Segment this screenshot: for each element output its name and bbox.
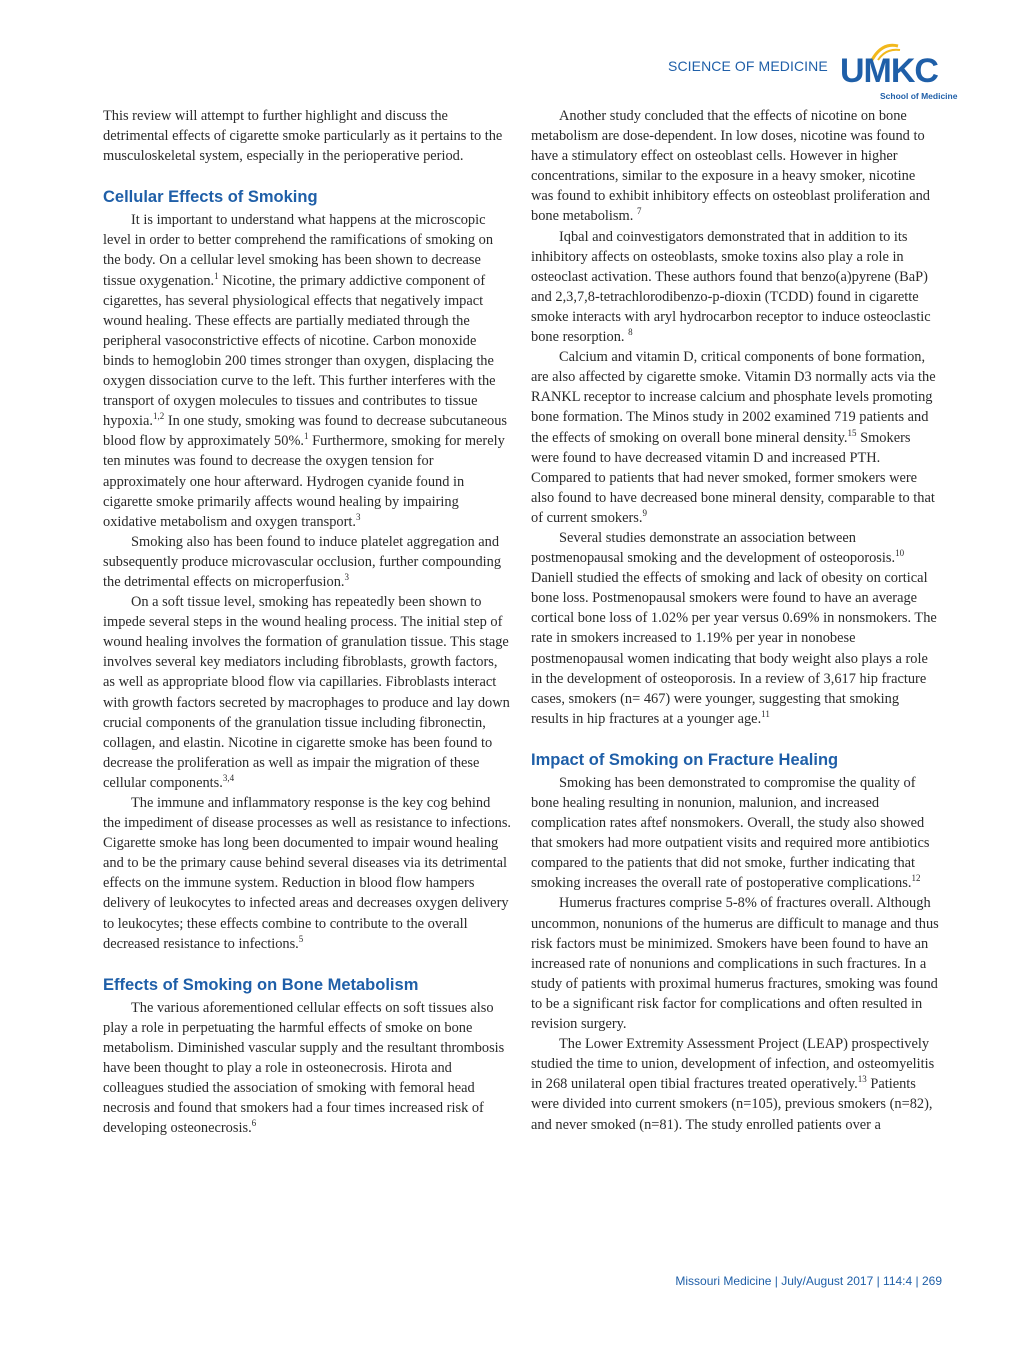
left-column [103,106,511,1138]
heading-bone-metabolism: Effects of Smoking on Bone Metabolism [103,975,419,994]
paragraph-bone-5: Several studies demonstrate an association between postmenopausal smoking and the development of osteoporosis.$^{10}$ Daniell studied the effects of smoking and lack of obesity on cortical bone loss. Postmenopausal smokers were found to have an average cortical bone loss of 1.02% per year versus 0.69% in nonsmokers. The rate in smokers increased to 1.19% per year in nonobese postmenopausal women indicating that body weight also plays a role in the development of osteoporosis. In a review of 3,617 hip fracture cases, smokers (n= 467) were younger, suggesting that smoking results in hip fractures at a younger age.$^{11}$ [531,529,937,727]
paragraph-cellular-3: On a soft tissue level, smoking has repeatedly been shown to impede several steps in the wound healing process. The initial step of wound healing involves the formation of granulation tissue. This stage involves several key mediators including fibroblasts, growth factors, as well as appropriate blood flow via capillaries. Fibroblasts interact with growth factors secreted by macrophages to produce and lay down crucial components of the granulation tissue including fibronectin, collagen, and elastin. Nicotine in cigarette smoke has been found to decrease the proliferation as well as impair the migration of these cellular components.$^{3,4}$ [103,594,510,791]
paragraph-cellular-1: It is important to understand what happens at the microscopic level in order to better comprehend the ramifications of smoking on the body. On a cellular level smoking has been shown to decrease tissue oxygenation.$^1$ Nicotine, the primary addictive component of cigarettes, has several physiological effects that negatively impact wound healing. These effects are partially mediated through the peripheral vasoconstrictive effects of nicotine. Carbon monoxide binds to hemoglobin 200 times stronger than oxygen, displacing the oxygen dissociation curve to the left. This further interferes with the transport of oxygen molecules to tissues and contributes to tissue hypoxia.$^{1,2}$ In one study, smoking was found to decrease subcutaneous blood flow by approximately 50%.$^1$ Furthermore, smoking for merely ten minutes was found to decrease the oxygen tension for approximately one hour afterward. Hydrogen cyanide found in cigarette smoke primarily affects wound healing by impairing oxidative metabolism and oxygen transport.$^3$ [103,212,507,530]
intro-paragraph: This review will attempt to further highlight and discuss the detrimental effects of cigarette smoke particularly as it pertains to the musculoskeletal system, especially in the perioperative period. [103,108,503,165]
page-footer-citation: Missouri Medicine | July/August 2017 | 114:4 | 269 [675,1274,942,1288]
paragraph-bone-2: Another study concluded that the effects of nicotine on bone metabolism are dose-dependent. In low doses, nicotine was found to have a stimulatory effect on osteoblast cells. However in higher concentrations, similar to the exposure in a heavy smoker, nicotine was found to exhibit inhibitory effects on osteoblast proliferation and bone metabolism. $^7$ [531,108,930,225]
logo-subtitle: School of Medicine [880,91,958,101]
paragraph-cellular-4: The immune and inflammatory response is the key cog behind the impediment of disease processes as well as resistance to infections. Cigarette smoke has long been documented to impair wound healing and to be the primary cause behind several diseases via its detrimental effects on the immune system. Reduction in blood flow hampers delivery of leukocytes to infected areas and decreases oxygen delivery to leukocytes; these effects combine to contribute to the overall decreased resistance to infections.$^5$ [103,795,512,952]
paragraph-bone-3: Iqbal and coinvestigators demonstrated that in addition to its inhibitory affects on osteoblasts, smoke toxins also play a role in osteoclast activation. These authors found that benzo(a)pyrene (BaP) and 2,3,7,8-tetrachlorodibenzo-p-dioxin (TCDD) found in cigarette smoke interacts with aryl hydrocarbon receptor to induce osteoclastic bone resorption. $^8$ [531,228,931,346]
logo-wordmark: UMKC [840,52,938,90]
paragraph-fracture-3: The Lower Extremity Assessment Project (LEAP) prospectively studied the time to union, development of infection, and osteomyelitis in 268 unilateral open tibial fractures treated operatively.$^{13}$ Patients were divided into current smokers (n=105), previous smokers (n=82), and never smoked (n=81). The study enrolled patients over a [531,1036,935,1133]
paragraph-fracture-2: Humerus fractures comprise 5-8% of fractures overall. Although uncommon, nonunions of the humerus are difficult to manage and thus risk factors must be minimized. Smokers have been found to have an increased rate of nonunions and complications in such fractures. In a study of patients with proximal humerus fractures, smoking was found to be a significant risk factor for complications and often resulted in revision surgery. [531,895,939,1033]
heading-fracture-healing: Impact of Smoking on Fracture Healing [531,750,839,769]
paragraph-bone-1: The various aforementioned cellular effects on soft tissues also play a role in perpetuating the harmful effects of smoke on bone metabolism. Diminished vascular supply and the resultant thrombosis have been thought to play a role in osteonecrosis. Hirota and colleagues studied the association of smoking with femoral head necrosis and found that smokers had a four times increased risk of developing osteonecrosis.$^6$ [103,999,505,1137]
paragraph-fracture-1: Smoking has been demonstrated to compromise the quality of bone healing resulting in nonunion, malunion, and increased complication rates aftef nonsmokers. Overall, the study also showed that smokers had more outpatient visits and required more antibiotics compared to the patients that did not smoke, further indicating that smoking increases the overall rate of postoperative complications.$^{12}$ [531,774,930,892]
section-label: SCIENCE OF MEDICINE [668,58,828,74]
paragraph-bone-4: Calcium and vitamin D, critical components of bone formation, are also affected by cigarette smoke. Vitamin D3 normally acts via the RANKL receptor to increase calcium and phosphate levels promoting bone formation. The Minos study in 2002 examined 719 patients and the effects of smoking on overall bone mineral density.$^{15}$ Smokers were found to have decreased vitamin D and increased PTH. Compared to patients that had never smoked, former smokers were also found to have decreased bone mineral density, comparable to that of current smokers.$^9$ [531,349,936,526]
right-column [531,106,939,1135]
heading-cellular-effects: Cellular Effects of Smoking [103,188,318,207]
paragraph-cellular-2: Smoking also has been found to induce platelet aggregation and subsequently produce microvascular occlusion, further compounding the detrimental effects on microperfusion.$^3$ [103,533,502,590]
umkc-logo [840,40,958,101]
